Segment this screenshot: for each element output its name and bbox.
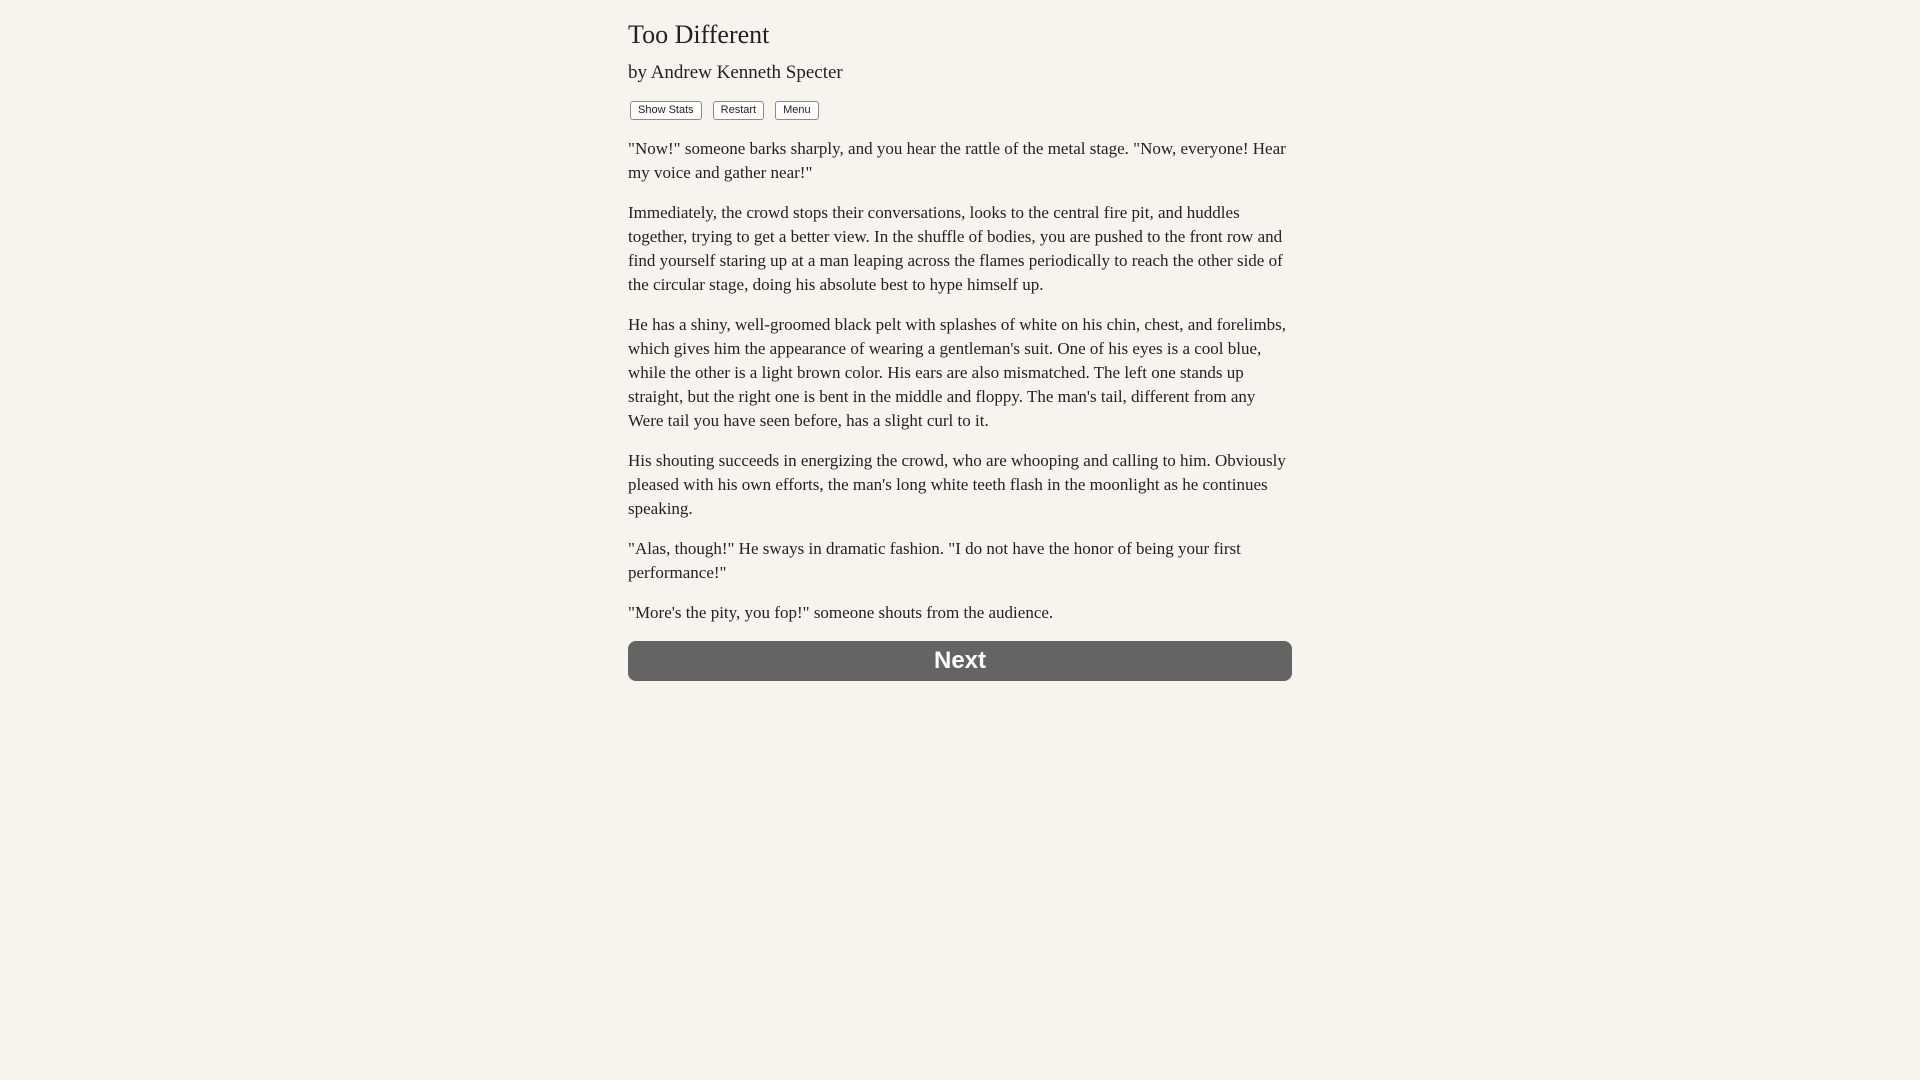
story-paragraph: Immediately, the crowd stops their conversations, looks to the central fire pit, and huddles together, trying to get a better view. In the shuffle of bodies, you are pushed to the front row and find yourself staring up at a man leaping across the flames periodically to reach the other side of the circular stage, doing his absolute best to hype himself up. [628,203,1283,294]
game-title: Too Different [628,20,770,49]
story-paragraph: He has a shiny, well-groomed black pelt with splashes of white on his chin, chest, and forelimbs, which gives him the appearance of wearing a gentleman's suit. One of his eyes is a cool blue, while the other is a light brown color. His ears are also mismatched. The left one stands up straight, but the right one is bent in the middle and floppy. The man's tail, different from any Were tail you have seen before, has a slight curl to it. [628,315,1286,430]
menu-button[interactable]: Menu [775,101,819,120]
story-paragraph: His shouting succeeds in energizing the crowd, who are whooping and calling to him. Obviously pleased with his own efforts, the man's long white teeth flash in the moonlight as he continues speaking. [628,451,1286,518]
restart-button[interactable]: Restart [713,101,764,120]
story-container [628,18,1292,681]
story-paragraph: "Now!" someone barks sharply, and you hear the rattle of the metal stage. "Now, everyone! Hear my voice and gather near!" [628,139,1286,182]
story-paragraph: "Alas, though!" He sways in dramatic fashion. "I do not have the honor of being your first performance!" [628,539,1241,582]
toolbar [628,101,1292,120]
next-button[interactable]: Next [628,641,1292,681]
story-text [628,137,1292,625]
story-paragraph: "More's the pity, you fop!" someone shouts from the audience. [628,603,1054,622]
show-stats-button[interactable]: Show Stats [630,101,702,120]
game-author: by Andrew Kenneth Specter [628,62,843,83]
